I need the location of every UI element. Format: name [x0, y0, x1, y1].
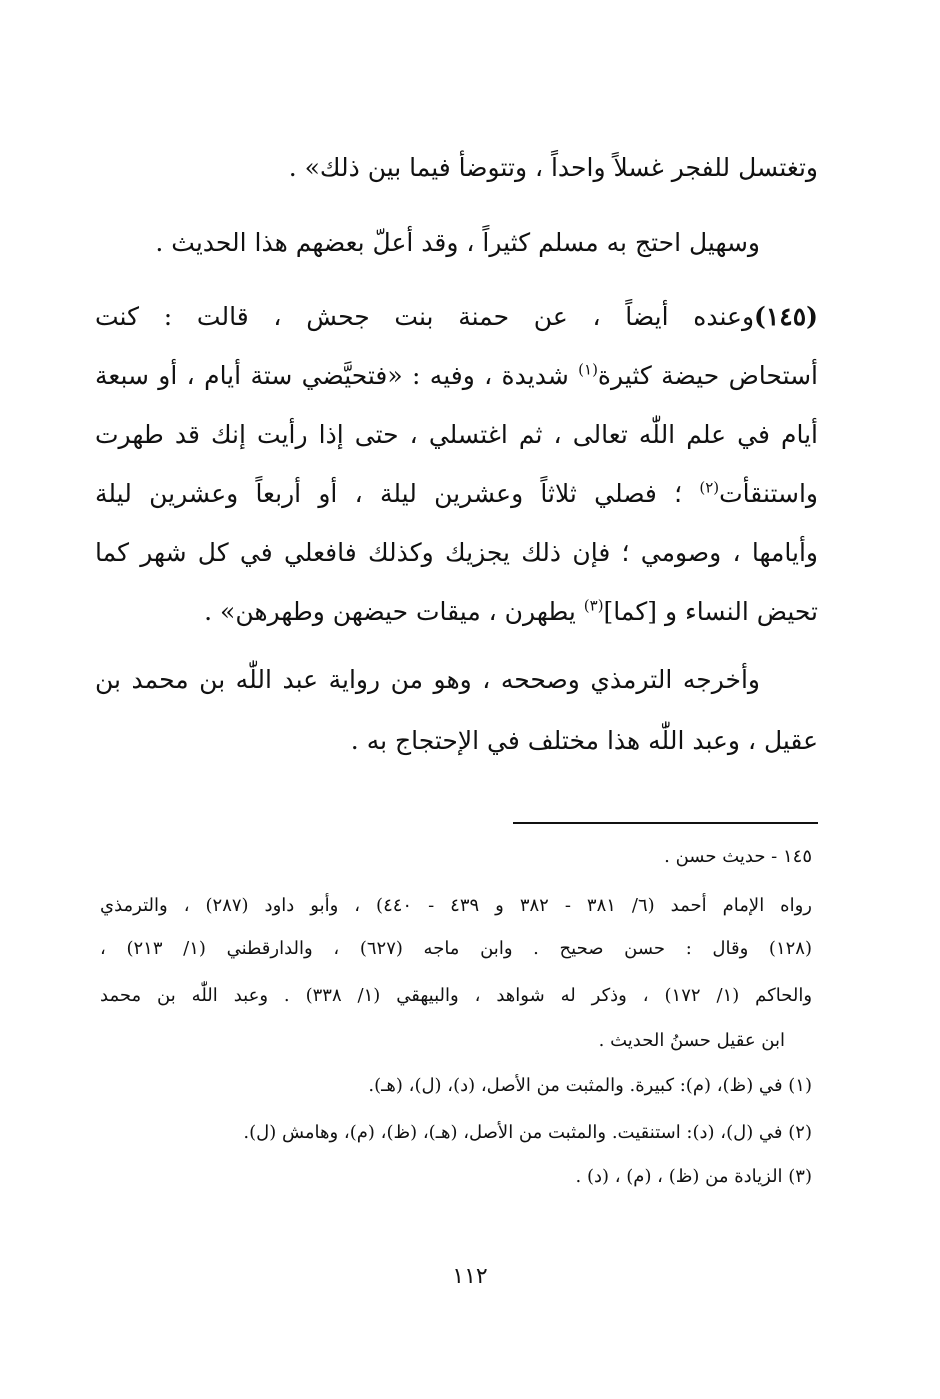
footnote-5: ابن عقيل حسنُ الحديث . — [598, 1030, 785, 1051]
footnote-7: (٢) في (ل)، (د): استنقيت. والمثبت من الأصل، (هـ)، (ظ)، (م)، وهامش (ل). — [243, 1122, 812, 1143]
body-line-6a: واستنقأت — [719, 479, 818, 508]
body-line-4b: شديدة ، وفيه : «فتحيَّضي ستة أيام ، أو سبعة — [95, 361, 579, 390]
footnote-2: رواه الإمام أحمد (٦/ ٣٨١ - ٣٨٢ و ٤٣٩ - ٤٤٠) ، وأبو داود (٢٨٧) ، والترمذي — [100, 895, 812, 916]
body-line-5: أيام في علم اللّٰه تعالى ، ثم اغتسلي ، حتى إذا رأيت إنك قد طهرت — [95, 420, 818, 449]
hadith-number: (١٤٥) — [754, 302, 818, 331]
body-line-1: وتغتسل للفجر غسلاً واحداً ، وتتوضأ فيما بين ذلك» . — [288, 153, 818, 182]
body-line-3-text: وعنده أيضاً ، عن حمنة بنت جحش ، قالت : كنت — [95, 302, 755, 331]
body-line-9: وأخرجه الترمذي وصححه ، وهو من رواية عبد اللّٰه بن محمد بن — [95, 665, 760, 694]
body-line-8 — [204, 597, 818, 626]
footnote-ref-1[interactable]: (١) — [578, 360, 598, 379]
body-line-4 — [95, 361, 818, 390]
footnote-6: (١) في (ظ)، (م): كبيرة. والمثبت من الأصل، (د)، (ل)، (هـ). — [368, 1075, 812, 1096]
body-line-6b: ؛ فصلي ثلاثاً وعشرين ليلة ، أو أربعاً وعشرين ليلة — [95, 479, 700, 508]
footnote-1: ١٤٥ - حديث حسن . — [664, 846, 812, 867]
footnote-8: (٣) الزيادة من (ظ) ، (م) ، (د) . — [575, 1166, 812, 1187]
footnote-ref-3[interactable]: (٣) — [583, 596, 604, 615]
body-line-10: عقيل ، وعبد اللّٰه هذا مختلف في الإحتجاج به . — [350, 726, 818, 755]
footnote-separator — [513, 822, 818, 824]
footnote-3: (١٢٨) وقال : حسن صحيح . وابن ماجه (٦٢٧) ، والدارقطني (١/ ٢١٣) ، — [100, 938, 812, 959]
body-line-3 — [95, 302, 818, 331]
body-line-8b: يطهرن ، ميقات حيضهن وطهرهن» . — [204, 597, 584, 626]
footnote-4: والحاكم (١/ ١٧٢) ، وذكر له شواهد ، والبيهقي (١/ ٣٣٨) . وعبد اللّٰه بن محمد — [100, 985, 813, 1006]
body-line-8a: تحيض النساء و [كما] — [603, 597, 818, 626]
body-line-2: وسهيل احتج به مسلم كثيراً ، وقد أعلّ بعضهم هذا الحديث . — [155, 228, 760, 257]
body-line-4a: أستحاض حيضة كثيرة — [597, 361, 818, 390]
body-line-6 — [95, 479, 818, 508]
page-number: ١١٢ — [452, 1264, 488, 1289]
footnote-ref-2[interactable]: (٢) — [699, 478, 720, 497]
body-line-7: وأيامها ، وصومي ؛ فإن ذلك يجزيك وكذلك فافعلي في كل شهر كما — [95, 538, 818, 567]
